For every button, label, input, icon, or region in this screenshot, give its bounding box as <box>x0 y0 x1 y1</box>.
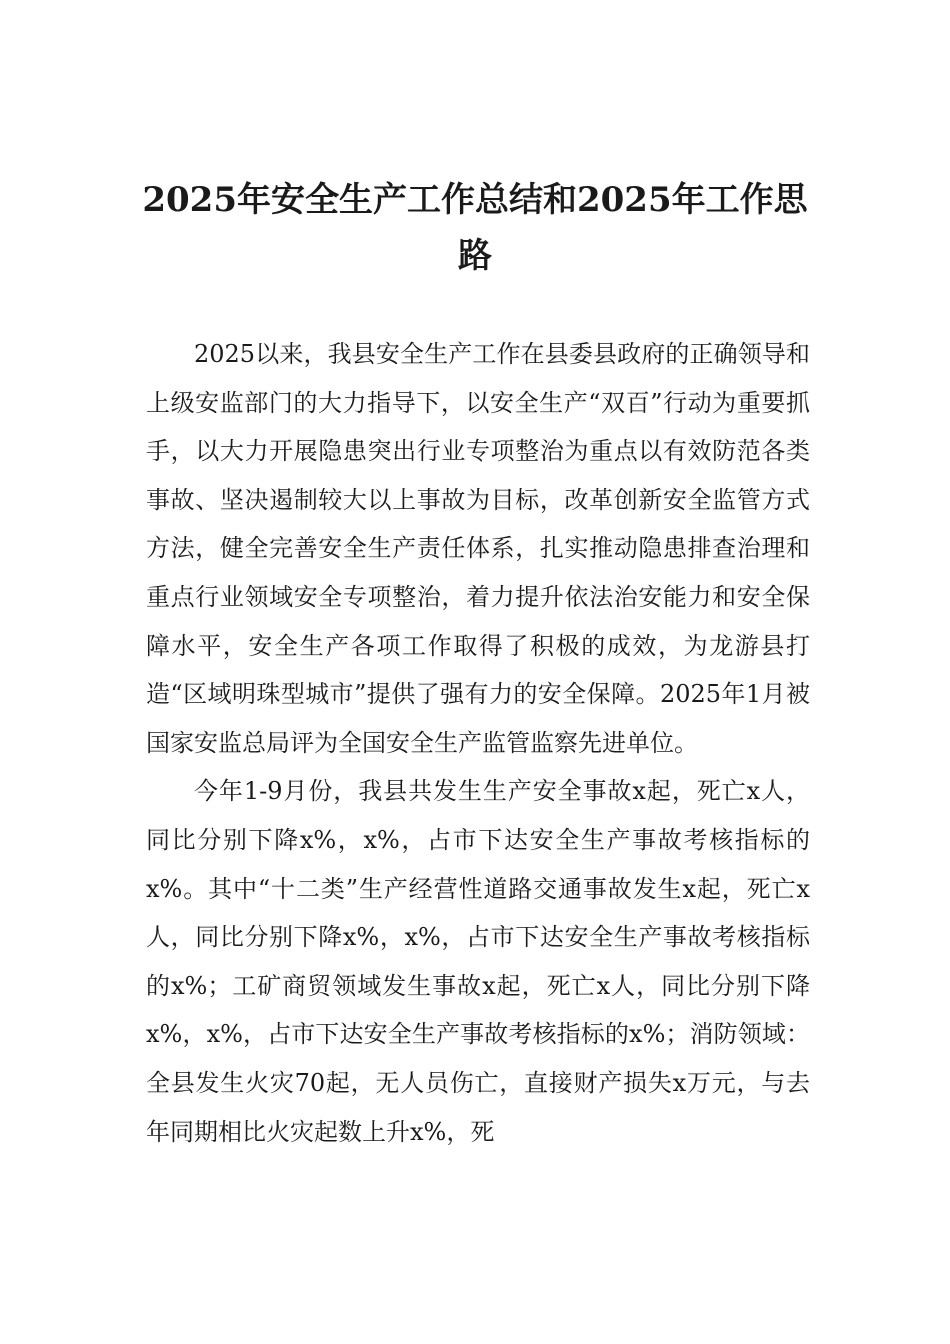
paragraph-intro: 2025以来，我县安全生产工作在县委县政府的正确领导和上级安监部门的大力指导下，以安全生产“双百”行动为重要抓手，以大力开展隐患突出行业专项整治为重点以有效防范各类事故、坚决遏制较大以上事故为目标，改革创新安全监管方式方法，健全完善安全生产责任体系，扎实推动隐患排查治理和重点行业领域安全专项整治，着力提升依法治安能力和安全保障水平，安全生产各项工作取得了积极的成效，为龙游县打造“区域明珠型城市”提供了强有力的安全保障。2025年1月被国家安监总局评为全国安全生产监管监察先进单位。 <box>146 340 810 757</box>
document-title: 2025年安全生产工作总结和2025年工作思路 <box>142 180 808 276</box>
paragraph-statistics: 今年1-9月份，我县共发生生产安全事故x起，死亡x人，同比分别下降x%，x%，占市下达安全生产事故考核指标的x%。其中“十二类”生产经营性道路交通事故发生x起，死亡x人，同比分别下降x%，x%，占市下达安全生产事故考核指标的x%；工矿商贸领域发生事故x起，死亡x人，同比分别下降x%，x%，占市下达安全生产事故考核指标的x%；消防领域：全县发生火灾70起，无人员伤亡，直接财产损失x万元，与去年同期相比火灾起数上升x%，死 <box>146 777 810 1146</box>
document-body <box>146 330 810 1156</box>
